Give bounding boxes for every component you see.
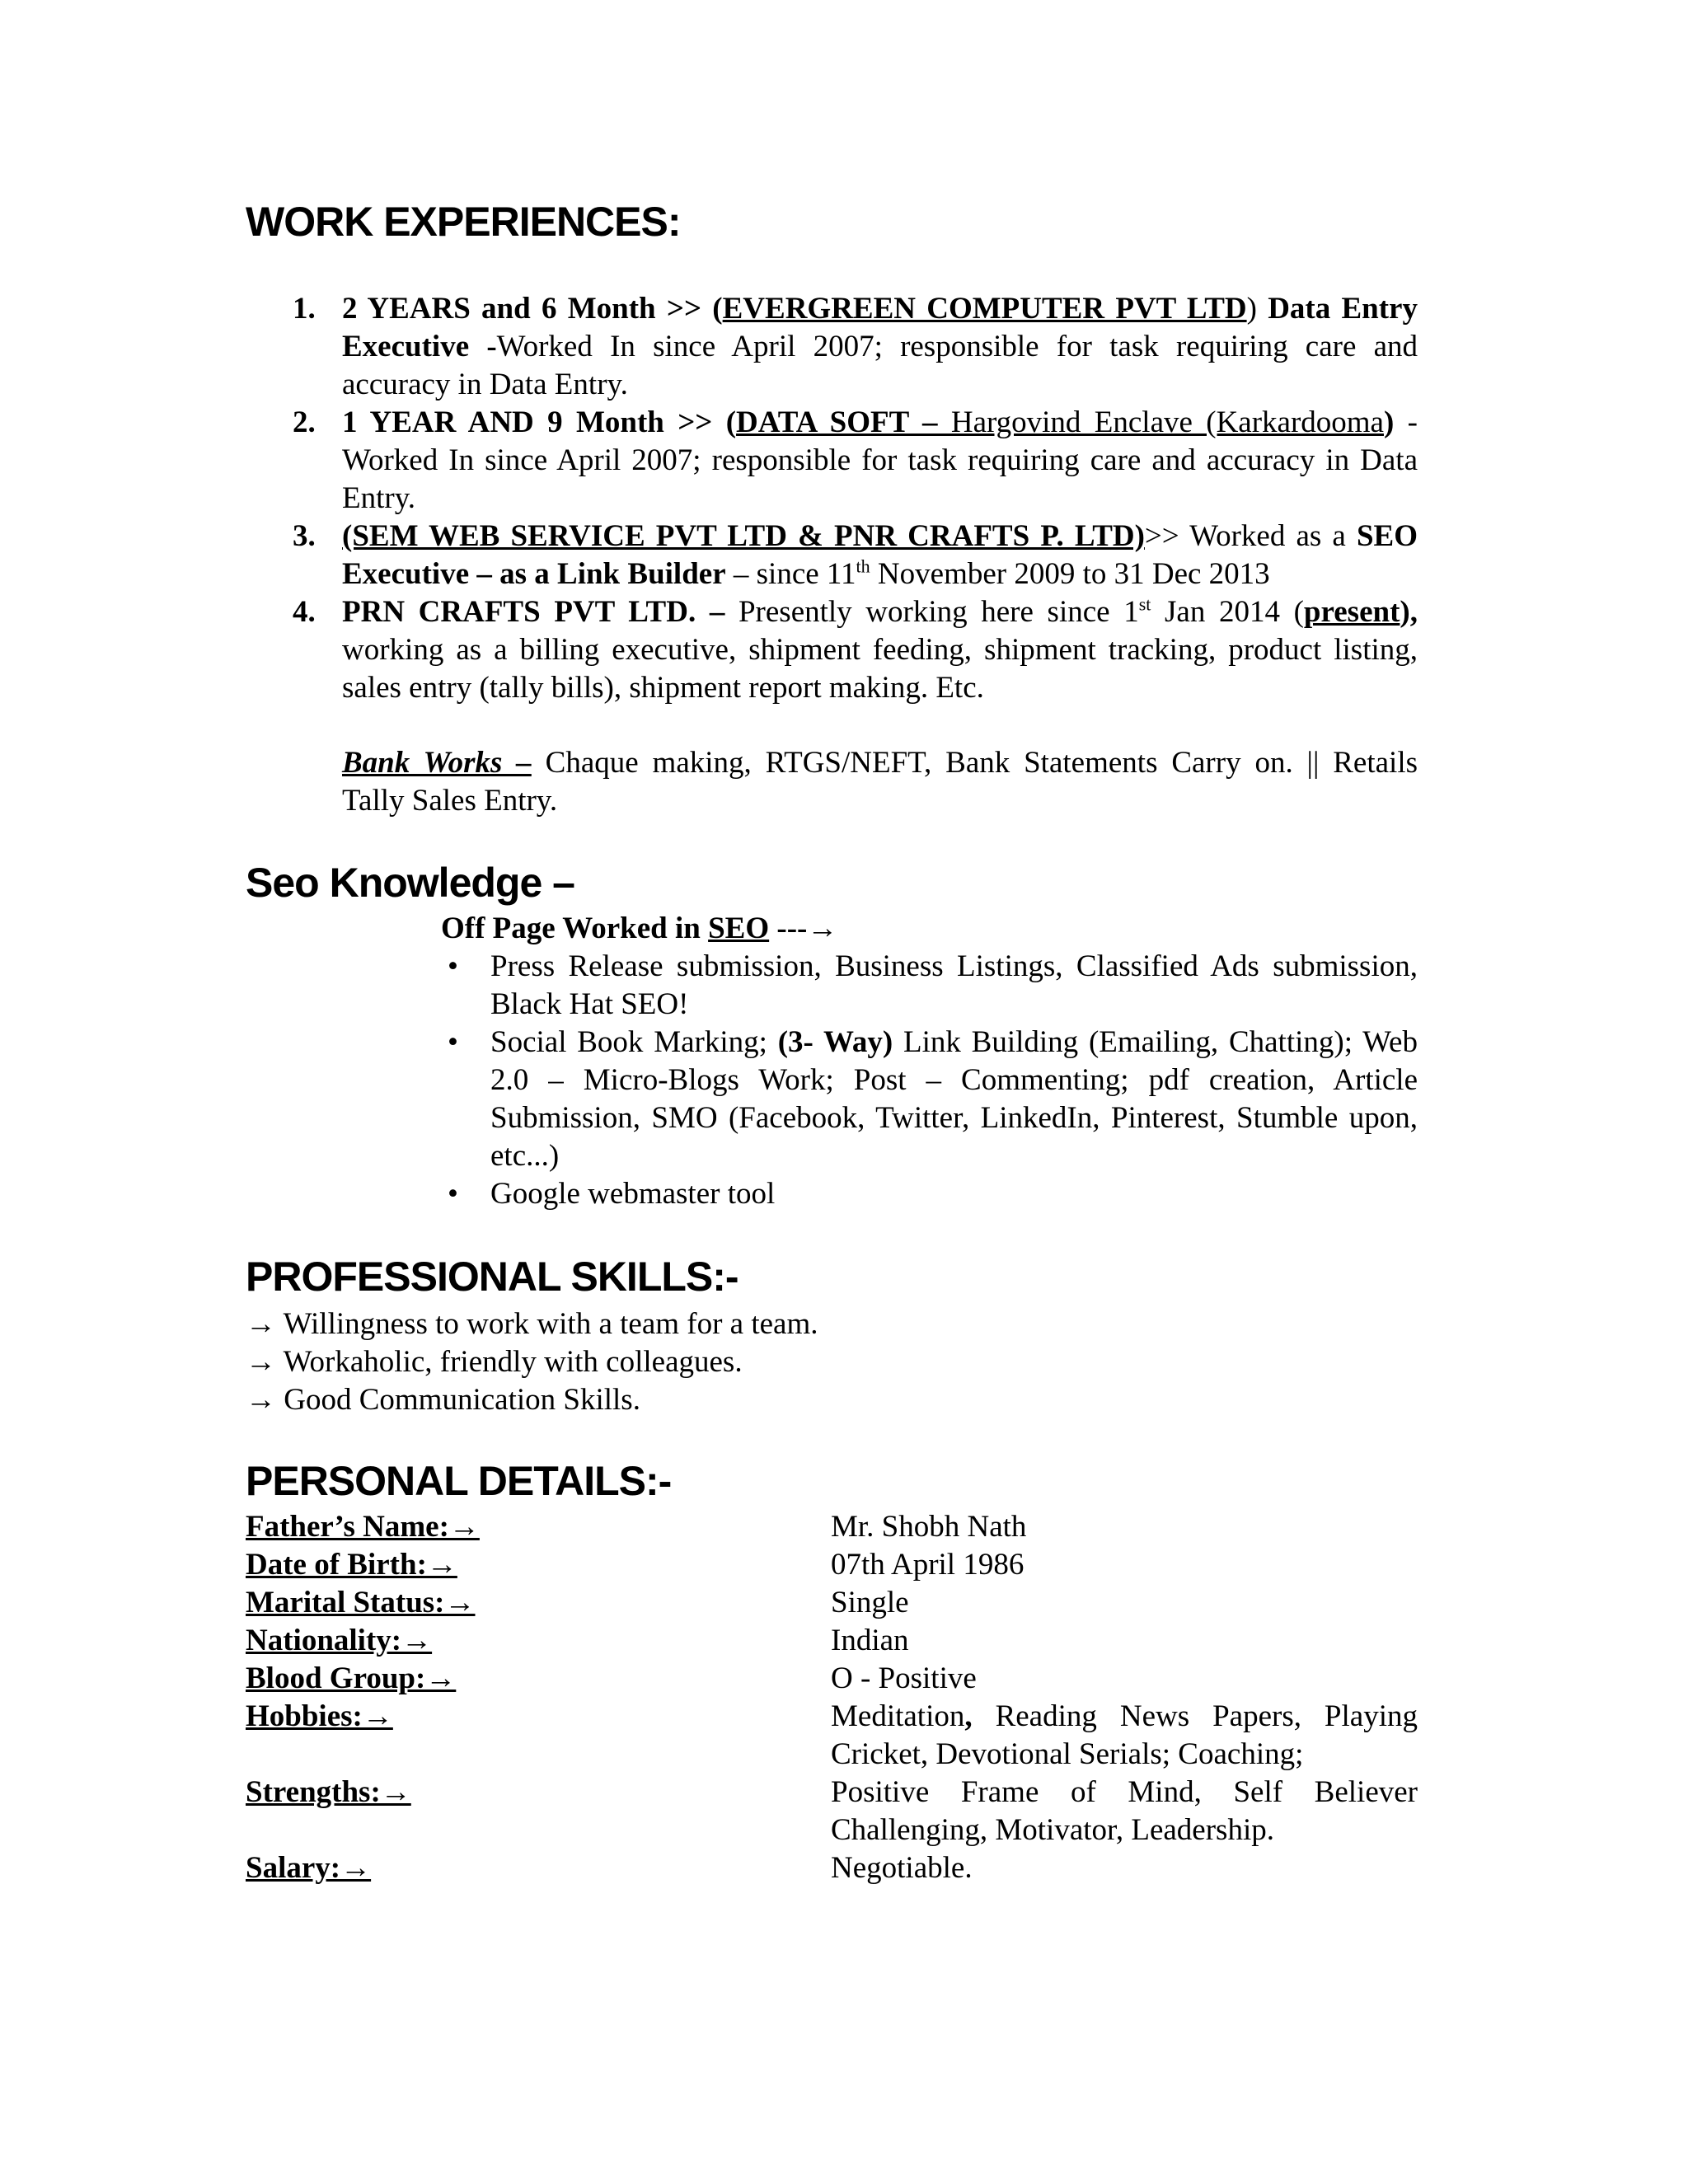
company-name: (SEM WEB SERVICE PVT LTD & PNR CRAFTS P. LTD) bbox=[342, 519, 1145, 553]
ordinal-suffix: th bbox=[856, 555, 870, 577]
list-number: 3. bbox=[293, 519, 316, 553]
bank-works-label: Bank Works – bbox=[342, 746, 532, 780]
since-text-end: Jan 2014 ( bbox=[1151, 595, 1304, 629]
strengths-label: Strengths:→ bbox=[246, 1775, 411, 1809]
present-label: present bbox=[1303, 595, 1400, 629]
present-tail: ), bbox=[1400, 595, 1418, 629]
work-item-3 bbox=[293, 518, 1418, 593]
skill-item: → Good Communication Skills. bbox=[246, 1383, 640, 1417]
job-description: - Worked In since April 2007; responsible for task requiring care and accuracy in Data Entry. bbox=[342, 405, 1418, 515]
work-item-2 bbox=[293, 404, 1418, 518]
worked-as: >> Worked as a bbox=[1144, 519, 1357, 553]
hobby-comma: , bbox=[964, 1699, 973, 1733]
work-experiences-heading: WORK EXPERIENCES: bbox=[246, 199, 681, 245]
blood-group-value: O - Positive bbox=[831, 1661, 977, 1695]
salary-label: Salary:→ bbox=[246, 1851, 372, 1885]
salary-value: Negotiable. bbox=[831, 1851, 973, 1885]
professional-skills-heading: PROFESSIONAL SKILLS:- bbox=[246, 1254, 738, 1300]
duration: 2 YEARS and 6 Month >> ( bbox=[342, 292, 723, 326]
fathers-name-label: Father’s Name:→ bbox=[246, 1510, 480, 1544]
professional-skills-list bbox=[246, 1305, 818, 1419]
seo-knowledge-heading: Seo Knowledge – bbox=[246, 860, 574, 906]
hobby-rest: Reading News Papers, Playing Cricket, Devotional Serials; Coaching; bbox=[831, 1699, 1418, 1771]
bank-works-text: Chaque making, RTGS/NEFT, Bank Statements Carry on. || Retails Tally Sales Entry. bbox=[342, 746, 1418, 818]
date-of-birth-label: Date of Birth:→ bbox=[246, 1548, 457, 1582]
bullet-bold-text: (3- Way) bbox=[777, 1025, 893, 1059]
strengths-value: Positive Frame of Mind, Self Believer Challenging, Motivator, Leadership. bbox=[831, 1775, 1418, 1847]
hobby-meditation: Meditation bbox=[831, 1699, 965, 1733]
list-number: 2. bbox=[293, 405, 316, 439]
work-item-4 bbox=[293, 593, 1418, 707]
company-name: EVERGREEN COMPUTER PVT LTD bbox=[722, 292, 1247, 326]
seo-bullet-list bbox=[448, 948, 1418, 1213]
company-name: DATA SOFT – bbox=[736, 405, 938, 439]
marital-status-label: Marital Status:→ bbox=[246, 1586, 476, 1619]
bullet-text-rest: Link Building (Emailing, Chatting); Web 2.0 – Micro-Blogs Work; Post – Commenting; pdf creation, Article Submission, SMO (Facebook, Twitter, LinkedIn, Pinterest, Stumble upon, etc...) bbox=[490, 1025, 1418, 1173]
nationality-label: Nationality:→ bbox=[246, 1624, 433, 1657]
list-item bbox=[448, 1024, 1418, 1175]
company-name: PRN CRAFTS PVT LTD. – bbox=[342, 595, 725, 629]
company-location: Hargovind Enclave (Karkardooma bbox=[937, 405, 1384, 439]
bullet-icon: • bbox=[448, 1177, 458, 1211]
bullet-text: Google webmaster tool bbox=[490, 1177, 776, 1211]
work-item-1 bbox=[293, 290, 1418, 404]
bullet-icon: • bbox=[448, 1025, 458, 1059]
bullet-icon: • bbox=[448, 949, 458, 983]
bullet-text: Press Release submission, Business Listings, Classified Ads submission, Black Hat SEO! bbox=[490, 949, 1418, 1021]
skill-item: → Workaholic, friendly with colleagues. bbox=[246, 1345, 743, 1379]
since-text: – since 11 bbox=[725, 557, 856, 591]
job-description: working as a billing executive, shipment feeding, shipment tracking, product listing, sales entry (tally bills), shipment report making. Etc. bbox=[342, 633, 1418, 705]
list-number: 4. bbox=[293, 595, 316, 629]
paren-close: ) bbox=[1383, 405, 1395, 439]
since-text-end: November 2009 to 31 Dec 2013 bbox=[870, 557, 1270, 591]
seo-subheading-seo: SEO bbox=[708, 912, 770, 945]
fathers-name-value: Mr. Shobh Nath bbox=[831, 1510, 1027, 1544]
seo-subheading-text: Off Page Worked in bbox=[441, 912, 709, 945]
seo-subheading bbox=[441, 910, 837, 948]
blood-group-label: Blood Group:→ bbox=[246, 1661, 457, 1695]
personal-details-heading: PERSONAL DETAILS:- bbox=[246, 1458, 672, 1504]
hobbies-value bbox=[831, 1698, 1418, 1774]
list-item bbox=[448, 1175, 1418, 1213]
bank-works bbox=[342, 744, 1418, 820]
seo-subheading-arrow: ---→ bbox=[769, 912, 838, 945]
paren-close: ) bbox=[1246, 292, 1268, 326]
since-text: Presently working here since 1 bbox=[724, 595, 1139, 629]
ordinal-suffix: st bbox=[1138, 593, 1151, 615]
marital-status-value: Single bbox=[831, 1586, 909, 1619]
duration: 1 YEAR AND 9 Month >> ( bbox=[342, 405, 737, 439]
job-description: Worked In since April 2007; responsible for task requiring care and accuracy in Data Entry. bbox=[342, 330, 1418, 401]
skill-item: → Willingness to work with a team for a team. bbox=[246, 1307, 818, 1341]
job-role: Data Entry Executive - bbox=[342, 292, 1418, 363]
date-of-birth-value: 07th April 1986 bbox=[831, 1548, 1025, 1582]
hobbies-label: Hobbies:→ bbox=[246, 1699, 393, 1733]
list-item bbox=[448, 948, 1418, 1024]
bullet-text: Social Book Marking; bbox=[490, 1025, 778, 1059]
list-number: 1. bbox=[293, 292, 316, 326]
work-experience-list bbox=[293, 290, 1418, 707]
job-role: SEO Executive – as a Link Builder bbox=[342, 519, 1418, 591]
nationality-value: Indian bbox=[831, 1624, 909, 1657]
